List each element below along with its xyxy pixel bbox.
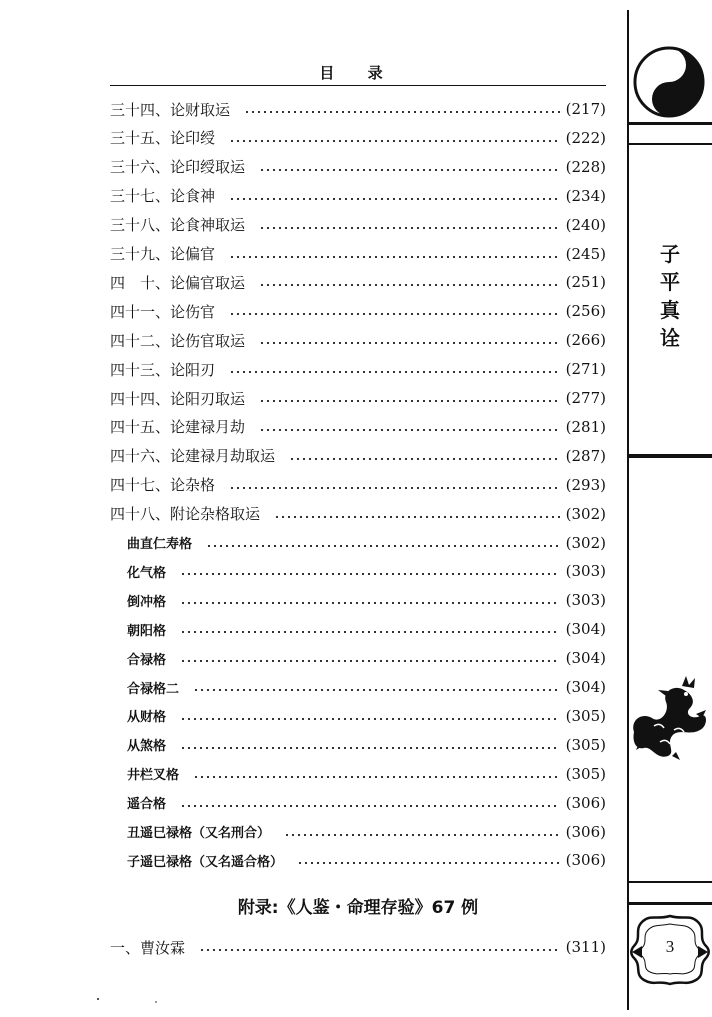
dot-leader xyxy=(193,776,560,778)
toc-entry[interactable] xyxy=(110,155,606,179)
page-header-title: 目 录 xyxy=(319,64,397,82)
dot-leader xyxy=(244,111,560,113)
toc-subentry-page: (306) xyxy=(565,822,606,841)
appendix-entry[interactable] xyxy=(110,935,606,959)
toc-entry-title: 四十三、论阳刃 xyxy=(110,360,216,379)
dot-leader xyxy=(180,573,560,575)
toc-entry-page: (222) xyxy=(565,128,606,147)
toc-entry-page: (271) xyxy=(565,360,606,379)
book-title-char: 平 xyxy=(660,270,680,294)
dot-leader xyxy=(259,169,560,171)
toc-entry[interactable] xyxy=(110,270,606,294)
dot-leader xyxy=(229,487,560,489)
dot-leader xyxy=(206,545,560,547)
yin-yang-icon xyxy=(632,45,706,119)
toc-entry-page: (287) xyxy=(565,446,606,465)
dot-leader xyxy=(193,689,560,691)
dot-leader xyxy=(259,400,560,402)
toc-subentry[interactable] xyxy=(110,848,606,872)
toc-subentry-title: 丑遥巳禄格（又名刑合） xyxy=(127,826,271,841)
toc-subentry-title: 合禄格 xyxy=(127,652,167,668)
dot-leader xyxy=(229,198,560,200)
dot-leader xyxy=(284,834,560,836)
toc-entry-title: 四十七、论杂格 xyxy=(110,476,216,495)
toc-subentry-page: (306) xyxy=(565,793,606,812)
toc-subentry-title: 曲直仁寿格 xyxy=(127,537,193,552)
toc-entry-title: 三十四、论财取运 xyxy=(110,100,231,119)
margin-bar xyxy=(627,902,712,905)
toc-entry-title: 四十二、论伤官取运 xyxy=(110,331,246,350)
toc-subentry-title: 化气格 xyxy=(127,565,167,581)
toc-subentry[interactable] xyxy=(110,762,606,786)
dot-leader xyxy=(180,805,560,807)
toc-entry[interactable] xyxy=(110,213,606,237)
margin-bar xyxy=(627,143,712,145)
toc-subentry-page: (304) xyxy=(565,678,606,696)
toc-subentry[interactable] xyxy=(110,733,606,757)
toc-entry[interactable] xyxy=(110,502,606,526)
header-rule xyxy=(110,85,606,86)
toc-entry-title: 四 十、论偏官取运 xyxy=(110,273,246,292)
toc-subentry[interactable] xyxy=(110,820,606,844)
toc-subentry-page: (305) xyxy=(565,735,606,754)
toc-subentry-page: (304) xyxy=(565,649,606,668)
dot-leader xyxy=(259,342,560,344)
toc-subentry[interactable] xyxy=(110,531,606,555)
dot-leader xyxy=(259,227,560,229)
dot-leader xyxy=(180,718,560,720)
toc-entry[interactable] xyxy=(110,328,606,352)
toc-entry[interactable] xyxy=(110,473,606,497)
toc-subentry-page: (306) xyxy=(565,851,606,870)
toc-subentry[interactable] xyxy=(110,646,606,670)
toc-entry-page: (240) xyxy=(565,215,606,234)
toc-entry[interactable] xyxy=(110,357,606,381)
toc-subentry[interactable] xyxy=(110,588,606,612)
dot-leader xyxy=(229,256,560,258)
toc-entry-page: (217) xyxy=(565,100,606,118)
dot-leader xyxy=(180,747,560,749)
toc-subentry-title: 从财格 xyxy=(127,710,167,726)
appendix-entry-page: (311) xyxy=(565,938,606,956)
margin-bar xyxy=(627,881,712,883)
toc-entry[interactable] xyxy=(110,415,606,439)
toc-entry-title: 四十一、论伤官 xyxy=(110,302,216,321)
dot-leader xyxy=(297,862,560,864)
toc-entry-page: (293) xyxy=(565,475,606,494)
toc-subentry[interactable] xyxy=(110,791,606,815)
toc-entry-title: 四十五、论建禄月劫 xyxy=(110,418,246,437)
toc-entry[interactable] xyxy=(110,299,606,323)
margin-bar xyxy=(627,454,712,458)
toc-subentry[interactable] xyxy=(110,675,606,699)
toc-subentry[interactable] xyxy=(110,559,606,583)
toc-entry-page: (256) xyxy=(565,302,606,321)
toc-subentry-page: (304) xyxy=(565,620,606,639)
dot-leader xyxy=(259,429,560,431)
appendix-heading: 附录:《人鉴・命理存验》67 例 xyxy=(237,898,479,918)
toc-entry-title: 三十五、论印绶 xyxy=(110,129,216,148)
dot-leader xyxy=(229,140,560,142)
book-title-char: 真 xyxy=(660,298,680,322)
toc-entry-page: (245) xyxy=(565,244,606,263)
appendix-entry-title: 一、曹汝霖 xyxy=(110,938,186,957)
toc-entry-page: (251) xyxy=(565,273,606,292)
toc-entry-page: (228) xyxy=(565,157,606,176)
dot-leader xyxy=(274,516,560,518)
book-title-vertical xyxy=(655,240,685,352)
toc-entry-page: (302) xyxy=(565,504,606,523)
toc-subentry-title: 井栏叉格 xyxy=(127,768,180,784)
toc-entry-title: 三十八、论食神取运 xyxy=(110,216,246,235)
dot-leader xyxy=(180,631,560,633)
toc-entry-title: 四十六、论建禄月劫取运 xyxy=(110,447,276,466)
dot-leader xyxy=(180,602,560,604)
toc-subentry-title: 遥合格 xyxy=(127,797,167,813)
toc-subentry[interactable] xyxy=(110,617,606,641)
toc-entry-page: (281) xyxy=(565,417,606,436)
toc-subentry-page: (303) xyxy=(565,562,606,581)
dot-leader xyxy=(229,313,560,315)
toc-entry-page: (266) xyxy=(565,331,606,350)
toc-entry-page: (277) xyxy=(565,389,606,407)
dot-leader xyxy=(289,458,560,460)
toc-entry[interactable] xyxy=(110,444,606,468)
toc-entry[interactable] xyxy=(110,126,606,150)
toc-entry-title: 三十九、论偏官 xyxy=(110,245,216,263)
toc-entry-title: 四十八、附论杂格取运 xyxy=(110,505,261,524)
toc-entry[interactable] xyxy=(110,184,606,208)
dragon-icon xyxy=(626,672,712,762)
toc-subentry-page: (305) xyxy=(565,706,606,725)
page-number: 3 xyxy=(665,937,675,956)
dot-leader xyxy=(229,371,560,373)
toc-entry-title: 四十四、论阳刃取运 xyxy=(110,389,246,408)
margin-rule xyxy=(627,10,629,1010)
dot-leader xyxy=(259,284,560,286)
toc-subentry-title: 子遥巳禄格（又名遥合格） xyxy=(127,854,284,870)
dot-leader xyxy=(199,949,560,951)
toc-subentry-page: (305) xyxy=(565,764,606,783)
toc-subentry-title: 朝阳格 xyxy=(127,623,167,639)
margin-bar xyxy=(627,122,712,125)
toc-subentry-page: (303) xyxy=(565,591,606,610)
toc-subentry[interactable] xyxy=(110,704,606,728)
scan-specks xyxy=(90,996,170,1006)
book-title-char: 子 xyxy=(660,242,680,266)
toc-entry[interactable] xyxy=(110,386,606,410)
toc-subentry-page: (302) xyxy=(565,533,606,552)
toc-entry[interactable] xyxy=(110,97,606,121)
dot-leader xyxy=(180,660,560,662)
toc-entry[interactable] xyxy=(110,242,606,266)
toc-subentry-title: 从煞格 xyxy=(127,739,167,755)
toc-entry-page: (234) xyxy=(565,186,606,205)
toc-subentry-title: 倒冲格 xyxy=(127,594,167,610)
toc-entry-title: 三十六、论印绶取运 xyxy=(110,158,246,177)
toc-subentry-title: 合禄格二 xyxy=(127,681,180,697)
toc-entry-title: 三十七、论食神 xyxy=(110,187,216,206)
book-title-char: 诠 xyxy=(660,326,680,350)
